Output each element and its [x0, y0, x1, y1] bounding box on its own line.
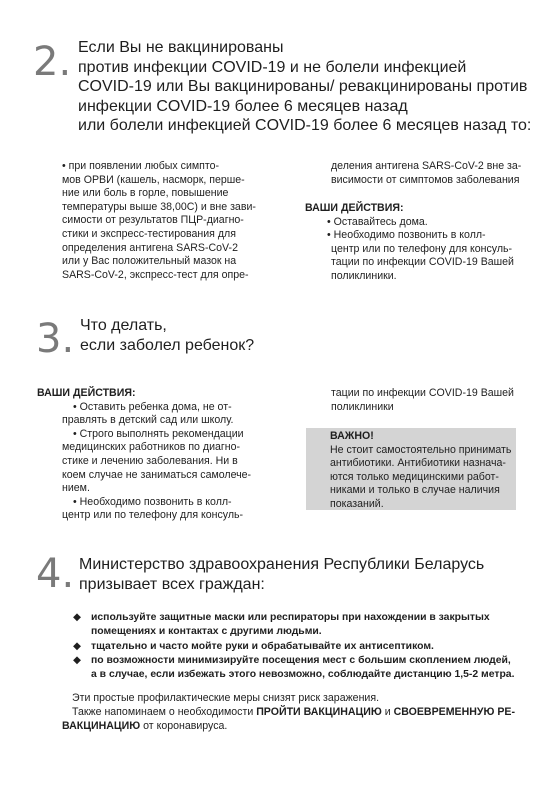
section-2-title-line: COVID-19 или Вы вакцинированы/ ревакцинированы против: [78, 78, 528, 95]
text-line: мов ОРВИ (кашель, насморк, перше-: [62, 173, 245, 186]
section-2-actions: [305, 202, 514, 284]
text-line: нием.: [62, 482, 90, 495]
text-line: антибиотики. Антибиотики назнача-: [330, 457, 506, 470]
text-line: никами и только в случае наличия: [330, 484, 500, 497]
section-2-title-line: Если Вы не вакцинированы: [78, 39, 284, 56]
text-run-bold: ВАКЦИНАЦИЮ: [62, 720, 141, 732]
section-4-title-line: Министерство здравоохранения Республики Беларусь: [79, 556, 485, 573]
text-line: • Оставить ребенка дома, не от-: [73, 400, 232, 413]
section-2-right-column: [331, 160, 521, 187]
section-3-right-column: [331, 387, 514, 414]
text-line: деления антигена SARS-CoV-2 вне за-: [331, 160, 522, 172]
text-run: и: [381, 706, 394, 718]
recommendations-list: [73, 611, 514, 682]
text-line: висимости от симптомов заболевания: [331, 173, 520, 186]
text-line: показаний.: [330, 497, 384, 510]
important-text: [330, 430, 511, 512]
important-heading: ВАЖНО!: [330, 430, 374, 442]
text-line: [72, 705, 515, 719]
section-3-title-line: Что делать,: [80, 317, 167, 334]
text-run-bold: ПРОЙТИ ВАКЦИНАЦИЮ: [256, 706, 382, 718]
section-4-title-line: призывает всех граждан:: [79, 575, 265, 593]
text-run: Также напоминаем о необходимости: [72, 706, 257, 718]
text-line: поликлиники: [331, 400, 394, 413]
list-item: [73, 654, 514, 683]
text-line: ние или боль в горле, повышение: [62, 187, 229, 200]
text-line: • Оставайтесь дома.: [327, 215, 428, 228]
text-line: симости от результатов ПЦР-диагно-: [62, 214, 244, 227]
text-line: центр или по телефону для консуль-: [331, 242, 513, 255]
text-line: а в случае, если избежать этого невозможно, соблюдайте дистанцию 1,5-2 метра.: [91, 669, 515, 681]
closing-paragraph: [62, 691, 516, 733]
text-line: [62, 719, 515, 733]
text-line: тщательно и часто мойте руки и обрабатывайте их антисептиком.: [91, 640, 434, 652]
actions-heading: ВАШИ ДЕЙСТВИЯ:: [305, 202, 404, 214]
text-line: стике и лечению заболевания. Ни в: [62, 454, 238, 467]
text-line: SARS-CoV-2, экспресс-тест для опре-: [62, 268, 249, 281]
section-3-title-line: если заболел ребенок?: [80, 336, 255, 354]
text-run: от коронавируса.: [140, 720, 228, 732]
text-line: правлять в детский сад или школу.: [62, 414, 234, 427]
text-line: помещениях и контактах с другими людьми.: [91, 626, 322, 638]
list-item: [73, 640, 514, 654]
section-4-title: [79, 555, 484, 594]
text-line: • при появлении любых симпто-: [62, 160, 220, 172]
text-line: или у Вас положительный мазок на: [62, 255, 237, 268]
text-line: определения антигена SARS-CoV-2: [62, 241, 238, 254]
text-line: • Необходимо позвонить в колл-: [73, 495, 232, 508]
diamond-bullet-icon: ◆: [73, 654, 81, 666]
text-line: тации по инфекции COVID-19 Вашей: [331, 256, 514, 269]
text-line: Эти простые профилактические меры снизят риск заражения.: [72, 692, 380, 704]
text-line: • Строго выполнять рекомендации: [73, 427, 244, 440]
text-run-bold: СВОЕВРЕМЕННУЮ РЕ-: [393, 706, 516, 718]
text-line: используйте защитные маски или респираторы при нахождении в закрытых: [91, 612, 490, 623]
text-line: температуры выше 38,00С) и вне зави-: [62, 200, 256, 213]
section-2-title: [78, 38, 531, 136]
section-3-title: [80, 316, 254, 355]
text-line: ются только медицинскими работ-: [330, 470, 499, 483]
text-line: тации по инфекции COVID-19 Вашей: [331, 387, 514, 399]
text-line: коем случае не заниматься самолече-: [62, 468, 252, 481]
text-line: стики и экспресс-тестирования для: [62, 227, 236, 240]
diamond-bullet-icon: ◆: [73, 612, 81, 623]
text-line: поликлиники.: [331, 269, 397, 282]
text-line: медицинских работников по диагно-: [62, 441, 241, 454]
section-2-left-column: [62, 160, 256, 282]
section-2-number: 2.: [33, 39, 72, 85]
actions-heading: ВАШИ ДЕЙСТВИЯ:: [37, 387, 136, 399]
text-line: Не стоит самостоятельно принимать: [330, 443, 512, 456]
section-3-number: 3.: [36, 316, 75, 362]
text-line: центр или по телефону для консуль-: [62, 509, 244, 522]
text-line: по возможности минимизируйте посещения мест с большим скоплением людей,: [91, 654, 511, 666]
diamond-bullet-icon: ◆: [73, 640, 81, 652]
section-2-title-line: инфекции COVID-19 более 6 месяцев назад: [78, 97, 408, 115]
text-line: • Необходимо позвонить в колл-: [327, 229, 486, 242]
section-2-title-line: или болели инфекцией COVID-19 более 6 месяцев назад то:: [78, 117, 532, 134]
section-4-number: 4.: [36, 551, 75, 597]
list-item: [73, 611, 514, 640]
section-3-left-column: [37, 387, 251, 523]
section-2-title-line: против инфекции COVID-19 и не болели инфекцией: [78, 58, 467, 76]
